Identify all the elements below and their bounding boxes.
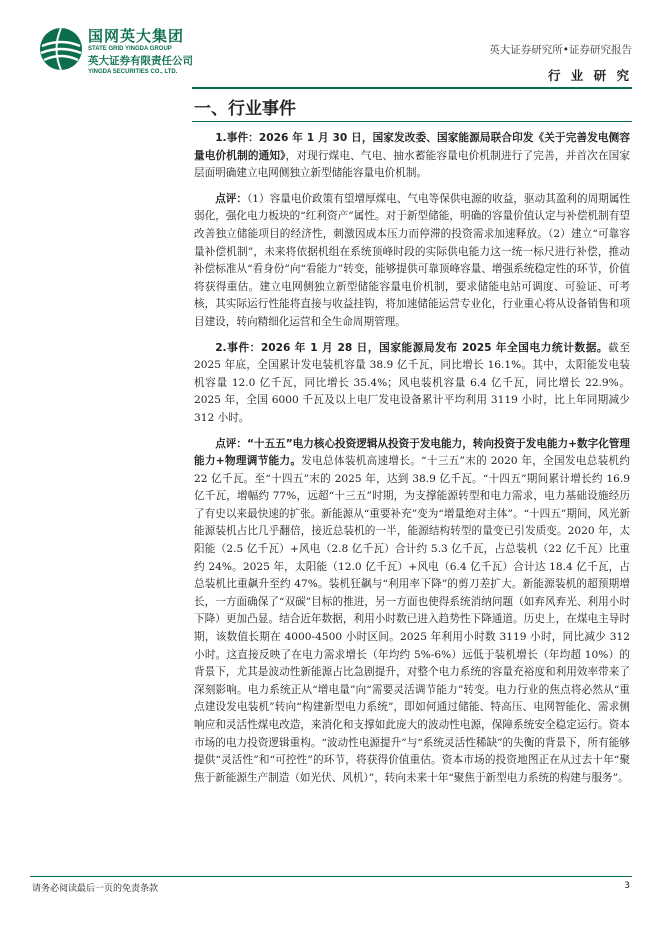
comment-2-heading: 点评：“十五五”电力核心投资逻辑从投资于发电能力，转向投资于发电能力+数字化管理能力+物理调节能力。 <box>194 437 630 468</box>
company-logo-icon <box>38 26 84 72</box>
page-number: 3 <box>624 881 630 891</box>
brand-name-cn: 国网英大集团 <box>88 27 185 45</box>
section-divider <box>192 121 632 122</box>
event-2-text: 截至 2025 年底，全国累计发电装机容量 38.9 亿千瓦，同比增长 16.1%。其中，太阳能发电装机容量 12.0 亿千瓦，同比增长 35.4%；风电装机容量 6.4 亿千瓦，同比增长 22.9%。2025 年，全国 6000 千瓦及以上电厂发电设备累计平均利用 3119 小时，比上年同期减少 312 小时。 <box>194 341 630 424</box>
article-body <box>194 130 630 795</box>
report-type: 行 业 研 究 <box>547 68 632 83</box>
comment-1-text: （1）容量电价政策有望增厚煤电、气电等保供电源的收益，驱动其盈利的周期属性弱化，强化电力板块的“红利资产”属性。对于新型储能，明确的容量价值认定与补偿机制有望改善独立储能项目的经济性，刺激因成本压力而停滞的投资需求加速释放。（2）建立“可靠容量补偿机制”，未来将依据机组在系统顶峰时段的实际供电能力这一统一标尺进行补偿，推动补偿标准从“看身份”向“看能力”转变，能够提供可靠顶峰容量、增强系统稳定性的环节，价值将获得重估。建立电网侧独立新型储能容量电价机制，要求储能电站可调度、可验证、可考核，其实际运行性能将直接与收益挂钩，将加速储能运营专业化，行业重心将从设备销售和项目建设，转向精细化运营和全生命周期管理。 <box>194 192 631 328</box>
brand-name-en: STATE GRID YINGDA GROUP <box>88 46 172 52</box>
event-1-heading: 1.事件：2026 年 1 月 30 日，国家发改委、国家能源局联合印发《关于完善发电侧容量电价机制的通知》 <box>194 132 630 162</box>
paragraph-comment-2 <box>194 436 630 788</box>
paragraph-comment-1 <box>194 191 630 332</box>
paragraph-event-1 <box>194 130 630 183</box>
event-1-text: ，对现行煤电、气电、抽水蓄能容量电价机制进行了完善，并首次在国家层面明确建立电网侧独立新型储能容量电价机制。 <box>194 149 630 180</box>
company-name-en: YINGDA SECURITIES CO., LTD. <box>88 69 178 75</box>
report-line: 英大证券研究所•证券研究报告 <box>489 44 632 56</box>
event-2-heading: 2.事件：2026 年 1 月 28 日，国家能源局发布 2025 年全国电力统计数据。 <box>215 341 609 354</box>
comment-1-heading: 点评： <box>215 192 247 205</box>
section-title: 一、行业事件 <box>194 99 296 119</box>
report-header <box>489 43 632 84</box>
brand-block <box>88 28 193 76</box>
footer-divider <box>30 876 632 877</box>
paragraph-event-2 <box>194 340 630 428</box>
comment-2-text: 发电总体装机高速增长。“十三五”末的 2020 年，全国发电总装机约 22 亿千瓦。至“十四五”末的 2025 年，达到 38.9 亿千瓦。“十四五”期间累计增长约 16.9 亿千瓦，增幅约 77%，远超“十三五”时期，为支撑能源转型和电力需求，电力基础设施经历了有史以来最快速的扩张。新能源从“重要补充”变为“增量绝对主体”。“十四五”期间，风光新能源装机占比几乎翻倍，接近总装机的一半，能源结构转型的量变已引发质变。2020 年，太阳能（2.5 亿千瓦）+风电（2.8 亿千瓦）合计约 5.3 亿千瓦，占总装机（22 亿千瓦）比重约 24%。2025 年，太阳能（12.0 亿千瓦）+风电（6.4 亿千瓦）合计达 18.4 亿千瓦，占总装机比重飙升至约 47%。装机狂飙与“利用率下降”的剪刀差扩大。新能源装机的超预期增长，一方面确保了“双碳”目标的推进，另一方面也使得系统消纳问题（如弃风弃光、利用小时下降）更加凸显。结合近年数据，利用小时数已进入趋势性下降通道。历史上，在煤电主导时期，该数值长期在 4000-4500 小时区间。2025 年利用小时数 3119 小时，同比减少 312 小时。这直接反映了在电力需求增长（年均约 5%-6%）远低于装机增长（年均超 10%）的背景下，尤其是波动性新能源占比急剧提升，对整个电力系统的容量充裕度和利用效率带来了深刻影响。电力系统正从“增电量”向“需要灵活调节能力”转变。电力行业的焦点将必然从“重点建设发电装机”转向“构建新型电力系统”，即如何通过储能、特高压、电网智能化、需求侧响应和灵活性煤电改造，来消化和支撑如此庞大的波动性电源，保障系统安全稳定运行。资本市场的电力投资逻辑重构。“波动性电源提升”与“系统灵活性稀缺”的失衡的背景下，所有能够提供“灵活性”和“可控性”的环节，将获得价值重估。资本市场的投资地图正在从过去十年“聚焦于新能源生产制造（如光伏、风机）”，转向未来十年“聚焦于新型电力系统的构建与服务”。 <box>194 455 630 784</box>
header-divider <box>192 87 632 89</box>
company-name-cn: 英大证券有限责任公司 <box>88 55 193 67</box>
footer-disclaimer: 请务必阅读最后一页的免责条款 <box>32 884 159 894</box>
